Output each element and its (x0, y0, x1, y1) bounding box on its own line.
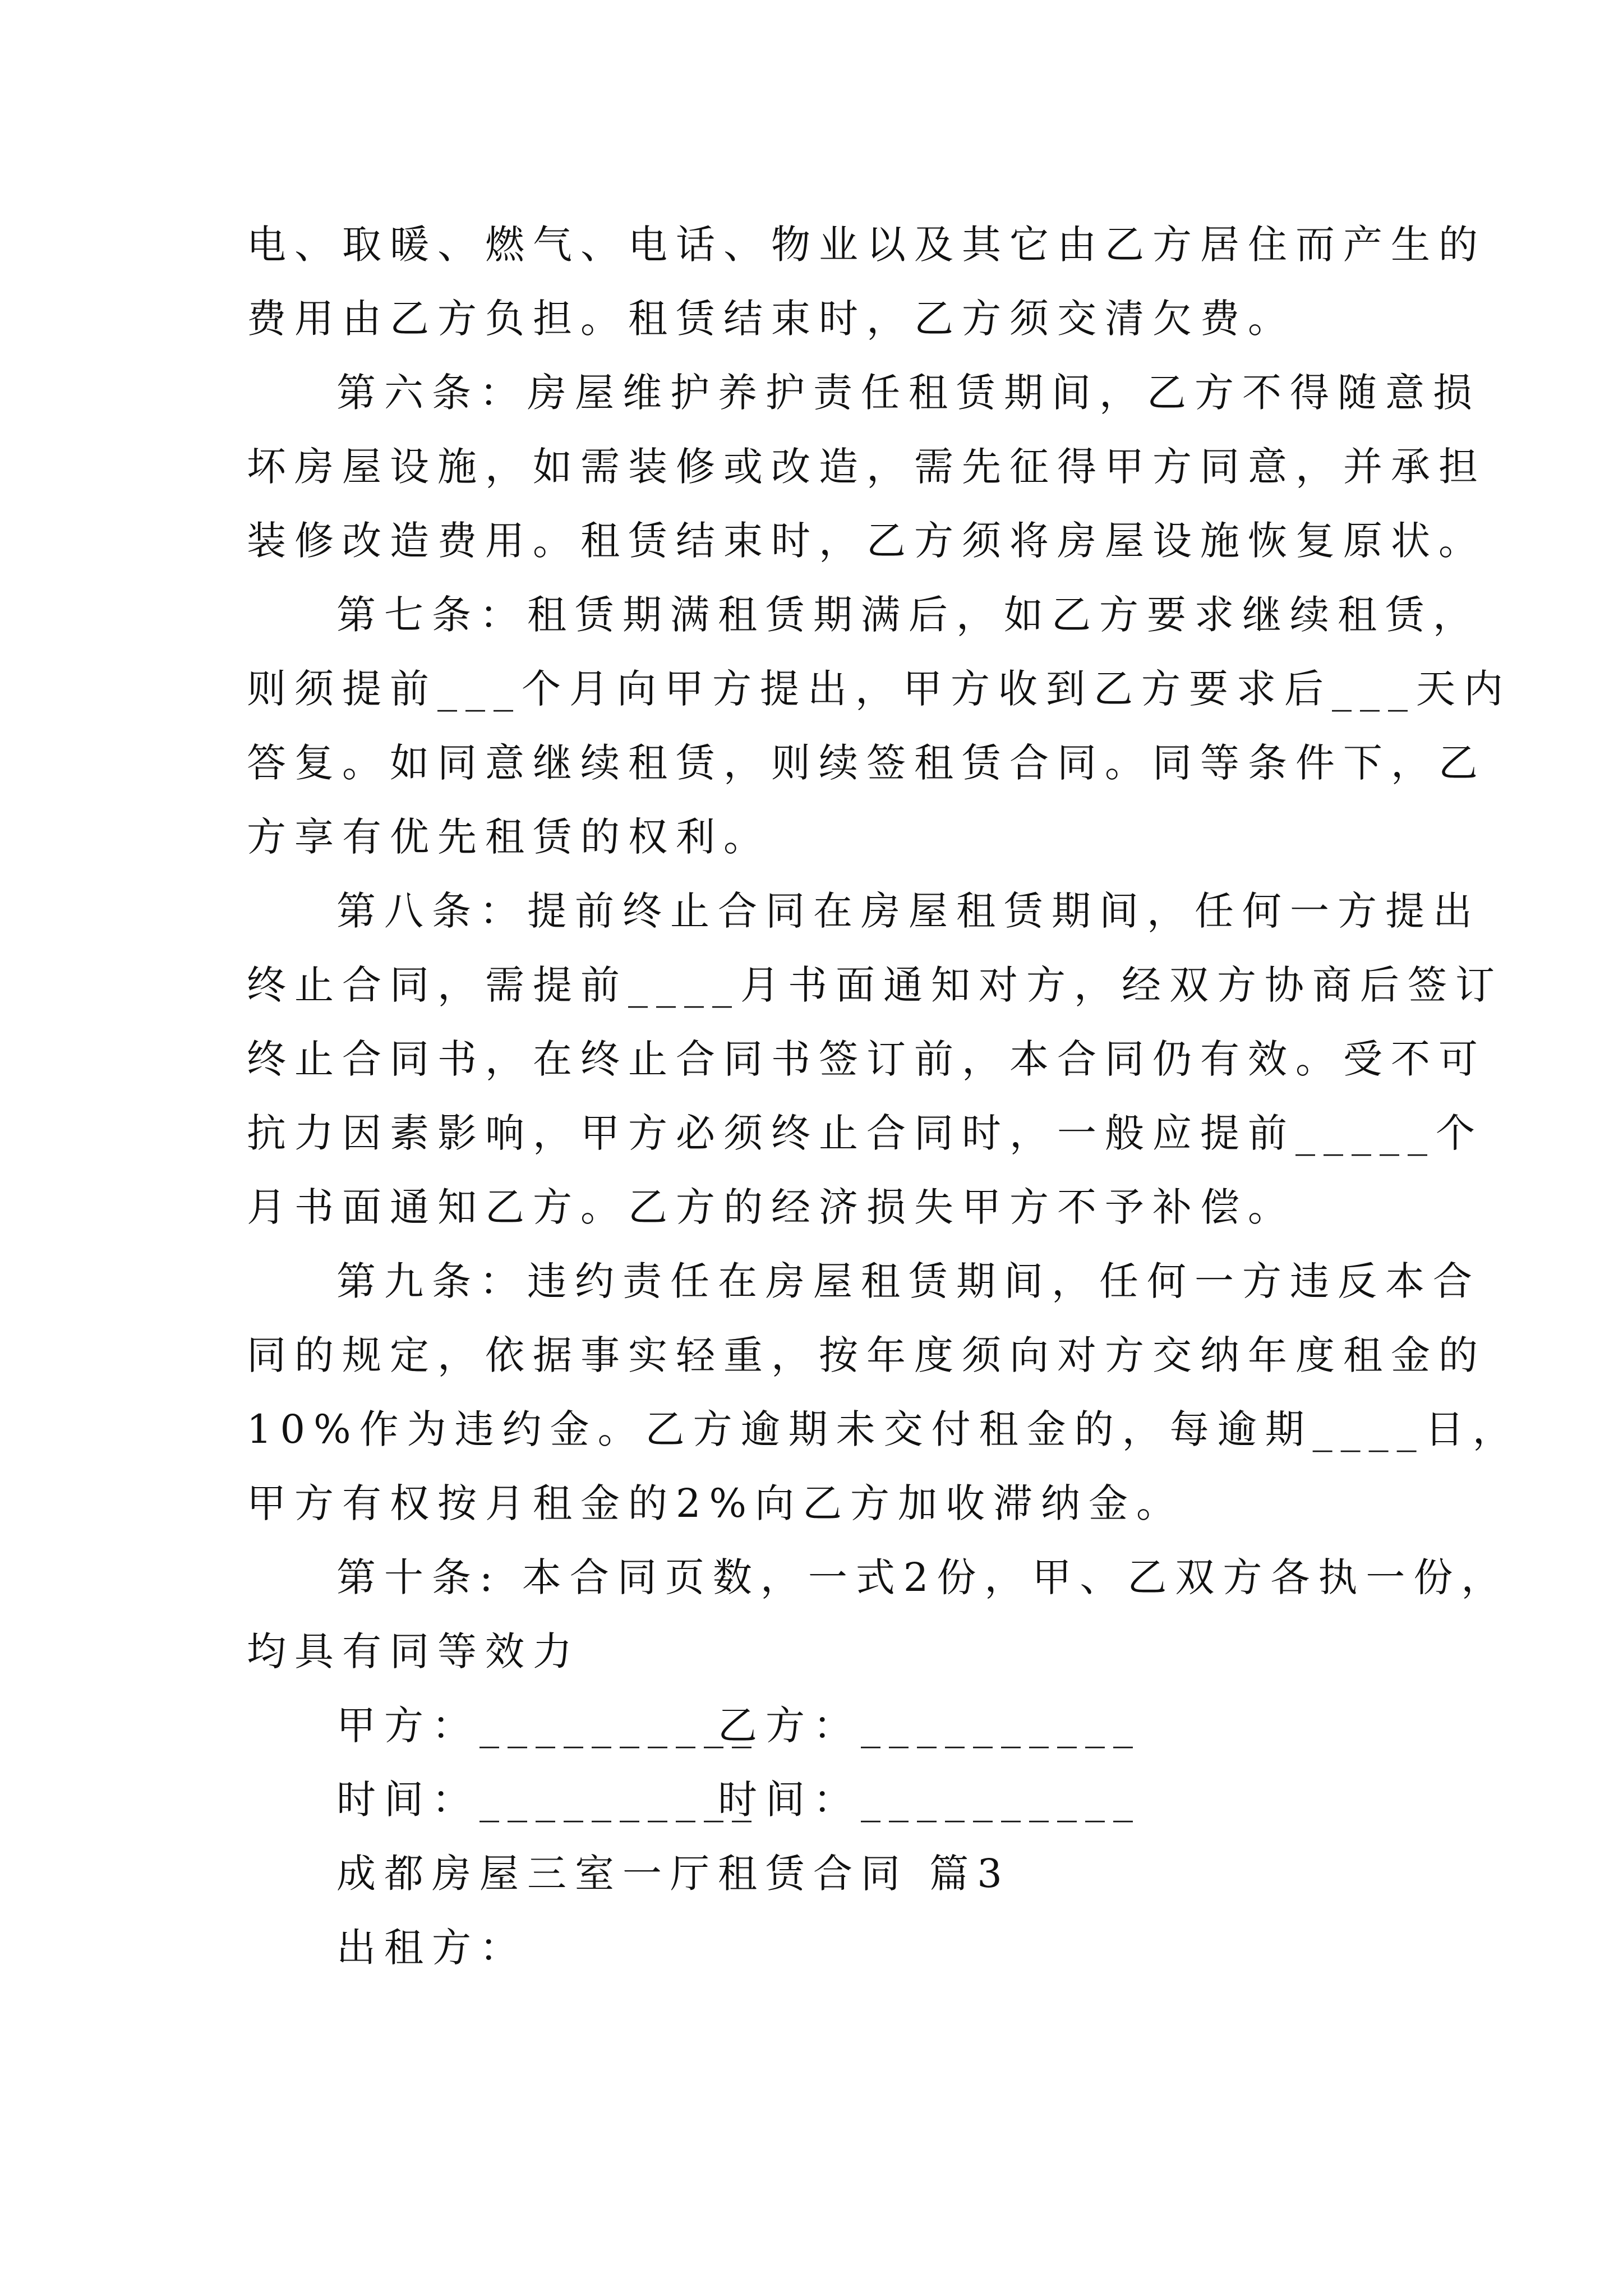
text-line: 答复。如同意继续租赁，则续签租赁合同。同等条件下，乙 (247, 740, 1486, 786)
signature-row-party (247, 1688, 1385, 1763)
signature-row-time (247, 1763, 1385, 1837)
text-line: 抗力因素影响，甲方必须终止合同时，一般应提前_____个 (247, 1110, 1483, 1156)
text-line: 10%作为违约金。乙方逾期未交付租金的，每逾期____日， (247, 1406, 1520, 1452)
text-line: 月书面通知乙方。乙方的经济损失甲方不予补偿。 (247, 1184, 1295, 1230)
text-line: 甲方有权按月租金的2%向乙方加收滞纳金。 (247, 1480, 1184, 1526)
party-a-signature: 甲方：__________ (336, 1703, 760, 1749)
text-line: 费用由乙方负担。租赁结束时，乙方须交清欠费。 (247, 296, 1295, 342)
text-line: 装修改造费用。租赁结束时，乙方须将房屋设施恢复原状。 (247, 518, 1486, 564)
lessor-label: 出租方： (336, 1925, 527, 1971)
article-eight-line: 第八条：提前终止合同在房屋租赁期间，任何一方提出 (336, 888, 1481, 934)
text-line: 则须提前___个月向甲方提出，甲方收到乙方要求后___天内 (247, 666, 1511, 712)
section-title: 成都房屋三室一厅租赁合同 篇3 (336, 1851, 1011, 1897)
article-six-line: 第六条：房屋维护养护责任租赁期间，乙方不得随意损 (336, 370, 1481, 416)
document-body (247, 208, 1520, 1985)
text-line: 方享有优先租赁的权利。 (247, 814, 771, 860)
text-line: 坏房屋设施，如需装修或改造，需先征得甲方同意，并承担 (247, 444, 1486, 490)
article-seven-line: 第七条：租赁期满租赁期满后，如乙方要求继续租赁， (336, 592, 1481, 638)
party-b-signature: 乙方：__________ (718, 1703, 1141, 1749)
article-ten-line: 第十条: 本合同页数，一式2份，甲、乙双方各执一份， (336, 1554, 1509, 1600)
party-a-time: 时间：__________ (336, 1777, 760, 1823)
party-b-time: 时间：__________ (718, 1777, 1141, 1823)
article-nine-line: 第九条：违约责任在房屋租赁期间，任何一方违反本合 (336, 1258, 1481, 1304)
text-line: 均具有同等效力 (247, 1628, 580, 1674)
text-line: 终止合同书，在终止合同书签订前，本合同仍有效。受不可 (247, 1036, 1486, 1082)
text-line: 电、取暖、燃气、电话、物业以及其它由乙方居住而产生的 (247, 222, 1486, 268)
text-line: 终止合同，需提前____月书面通知对方，经双方协商后签订 (247, 962, 1503, 1008)
text-line: 同的规定，依据事实轻重，按年度须向对方交纳年度租金的 (247, 1332, 1486, 1378)
